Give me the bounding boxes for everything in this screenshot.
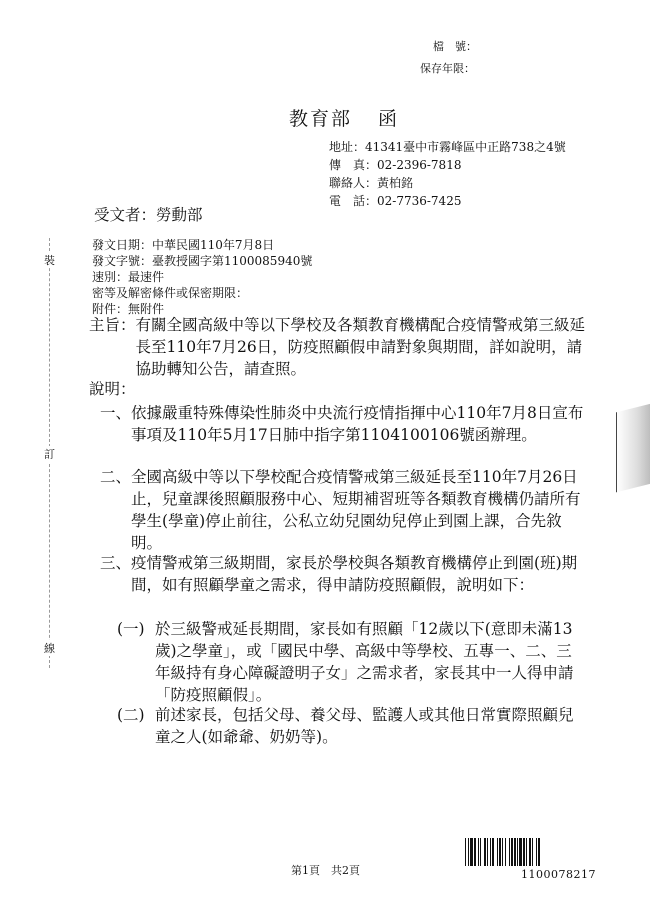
scan-artifact — [616, 404, 650, 493]
recipient: 受文者：勞動部 — [94, 206, 203, 224]
speed: 速別：最速件 — [92, 270, 165, 284]
explanation-sub-item — [117, 618, 586, 706]
page-number: 第1頁 共2頁 — [291, 864, 360, 877]
sub-item-number: (二) — [117, 706, 145, 724]
address: 地址：41341臺中市霧峰區中正路738之4號 — [329, 140, 566, 154]
subject-text: 有關全國高級中等以下學校及各類教育機構配合疫情警戒第三級延長至110年7月26日，防疫照顧假申請對象與期間，詳如說明，請協助轉知公告，請查照。 — [135, 316, 586, 378]
secrecy: 密等及解密條件或保密期限： — [92, 286, 249, 300]
retention-label: 保存年限： — [420, 62, 475, 75]
barcode — [465, 838, 615, 866]
subject-label: 主旨： — [89, 316, 136, 334]
sub-item-number: (一) — [117, 620, 145, 638]
doc-code: 1100078217 — [521, 868, 596, 881]
attachment: 附件：無附件 — [92, 302, 165, 316]
contact-person: 聯絡人：黃柏銘 — [329, 176, 414, 190]
sub-item-text: 前述家長，包括父母、養父母、監護人或其他日常實際照顧兒童之人(如爺爺、奶奶等)。 — [155, 706, 574, 746]
item-text: 疫情警戒第三級期間，家長於學校與各類教育機構停止到園(班)期間，如有照顧學童之需求，得申請防疫照顧假，說明如下： — [131, 554, 578, 594]
issue-date: 發文日期：中華民國110年7月8日 — [92, 238, 275, 252]
explanation-label: 說明： — [89, 380, 136, 398]
document-type: 函 — [378, 108, 400, 130]
item-number: 三、 — [100, 554, 132, 572]
item-text: 依據嚴重特殊傳染性肺炎中央流行疫情指揮中心110年7月8日宣布事項及110年5月17日肺中指字第1104100106號函辦理。 — [131, 404, 584, 444]
explanation-item — [100, 552, 586, 596]
issue-number: 發文字號：臺教授國字第1100085940號 — [92, 254, 313, 268]
file-number-label: 檔 號： — [433, 40, 477, 53]
binding-mark: 線 — [44, 642, 55, 655]
binding-mark: 裝 — [44, 254, 55, 267]
item-number: 一、 — [100, 404, 132, 422]
binding-mark: 訂 — [44, 448, 55, 461]
item-number: 二、 — [100, 468, 132, 486]
barcode-bar — [540, 838, 541, 866]
phone: 電 話：02-7736-7425 — [329, 194, 462, 208]
explanation-item — [100, 466, 586, 554]
item-text: 全國高級中等以下學校配合疫情警戒第三級延長至110年7月26日止，兒童課後照顧服務中心、短期補習班等各類教育機構仍請所有學生(學童)停止前往，公私立幼兒園幼兒停止到園上課，合先敘明。 — [131, 468, 581, 552]
issuing-org: 教育部 — [289, 108, 353, 130]
explanation-item — [100, 402, 586, 446]
explanation-sub-item — [117, 704, 586, 748]
subject — [89, 314, 586, 380]
fax: 傳 真：02-2396-7818 — [329, 158, 462, 172]
sub-item-text: 於三級警戒延長期間，家長如有照顧「12歲以下(意即未滿13歲)之學童」，或「國民中學、高級中等學校、五專一、二、三年級持有身心障礙證明子女」之需求者，家長其中一人得申請「防疫照顧假」。 — [155, 620, 574, 704]
